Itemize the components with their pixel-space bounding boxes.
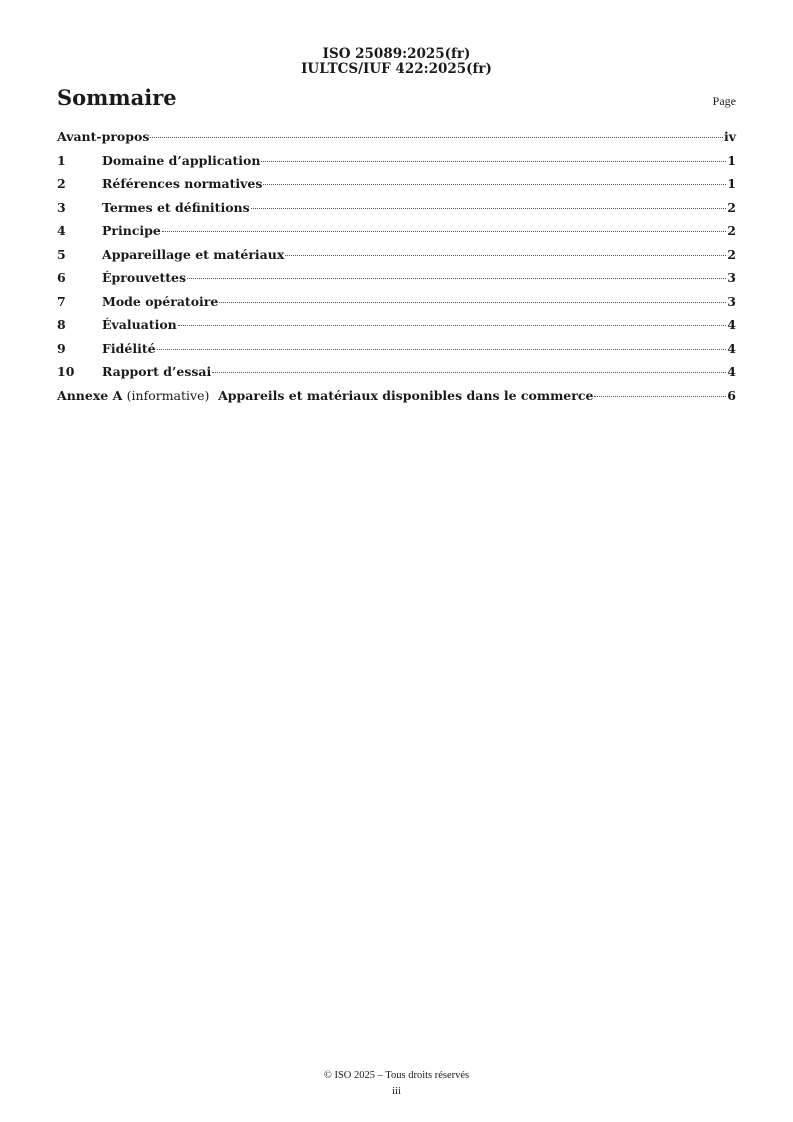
toc-entry-3[interactable] (57, 200, 736, 224)
toc-entry-label: Termes et définitions (102, 199, 250, 215)
toc-entry-page: 1 (727, 152, 736, 168)
toc-entry-5[interactable] (57, 247, 736, 271)
toc-entry-page: 4 (727, 317, 736, 332)
leader-dots (594, 396, 726, 397)
toc-entry-2[interactable] (57, 176, 736, 200)
leader-dots (212, 372, 726, 373)
toc-entry-number: 7 (57, 293, 66, 309)
leader-dots (285, 255, 726, 256)
annex-prefix: Annexe A (57, 387, 123, 403)
toc-entry-number: 9 (57, 340, 66, 356)
toc-entry-label: Mode opératoire (102, 293, 219, 309)
leader-dots (150, 137, 723, 138)
toc-entry-number: 2 (57, 176, 66, 191)
toc-entry-9[interactable] (57, 341, 736, 365)
leader-dots (251, 208, 727, 209)
toc-entry-page: 4 (727, 340, 736, 356)
toc-entry-number: 6 (57, 270, 66, 285)
leader-dots (178, 325, 727, 326)
page-title: Sommaire (57, 85, 177, 110)
annex-qualifier: (informative) (126, 387, 210, 403)
copyright-notice: © ISO 2025 – Tous droits réservés (323, 1070, 470, 1081)
title-row (57, 85, 736, 113)
leader-dots (219, 302, 726, 303)
toc-entry-4[interactable] (57, 223, 736, 247)
page-column-label: Page (712, 94, 736, 108)
annex-label: Appareils et matériaux disponibles dans le commerce (218, 387, 594, 403)
document-header (0, 47, 793, 77)
toc-entry-foreword[interactable] (57, 129, 736, 153)
toc-entry-number: 1 (57, 152, 66, 168)
toc-entry-number: 4 (57, 223, 66, 238)
toc-entry-label: Éprouvettes (102, 270, 187, 285)
toc-entry-number: 5 (57, 246, 66, 262)
toc-entry-label: Principe (102, 223, 161, 238)
page-number: iii (392, 1086, 401, 1097)
leader-dots (261, 161, 726, 162)
page-footer (0, 1068, 793, 1100)
toc-entry-1[interactable] (57, 153, 736, 177)
toc-entry-label: Avant-propos (57, 129, 150, 144)
toc-entry-annex-a[interactable] (57, 388, 736, 412)
toc-entry-page: 2 (727, 223, 736, 238)
toc-entry-7[interactable] (57, 294, 736, 318)
toc-entry-page: 2 (727, 246, 736, 262)
toc-entry-label: Appareillage et matériaux (102, 246, 285, 262)
toc-entry-label: Évaluation (102, 317, 177, 332)
toc-entry-page: 6 (727, 387, 736, 403)
toc-entry-page: iv (723, 129, 736, 144)
header-standard-number: ISO 25089:2025(fr) (322, 46, 471, 62)
toc-entry-page: 3 (727, 293, 736, 309)
table-of-contents (57, 129, 736, 411)
toc-entry-label: Rapport d’essai (102, 364, 212, 379)
toc-entry-number: 3 (57, 199, 66, 215)
toc-entry-label: Fidélité (102, 340, 156, 356)
leader-dots (263, 184, 726, 185)
toc-entry-page: 2 (727, 199, 736, 215)
toc-entry-label: Références normatives (102, 176, 263, 191)
leader-dots (157, 349, 727, 350)
toc-entry-10[interactable] (57, 364, 736, 388)
toc-entry-6[interactable] (57, 270, 736, 294)
header-iultcs-number: IULTCS/IUF 422:2025(fr) (301, 61, 492, 77)
leader-dots (162, 231, 726, 232)
toc-entry-page: 3 (727, 270, 736, 285)
toc-entry-8[interactable] (57, 317, 736, 341)
leader-dots (187, 278, 726, 279)
toc-entry-page: 4 (727, 364, 736, 379)
toc-entry-label: Domaine d’application (102, 152, 261, 168)
toc-entry-number: 8 (57, 317, 66, 332)
toc-entry-number: 10 (57, 364, 75, 379)
toc-entry-page: 1 (727, 176, 736, 191)
